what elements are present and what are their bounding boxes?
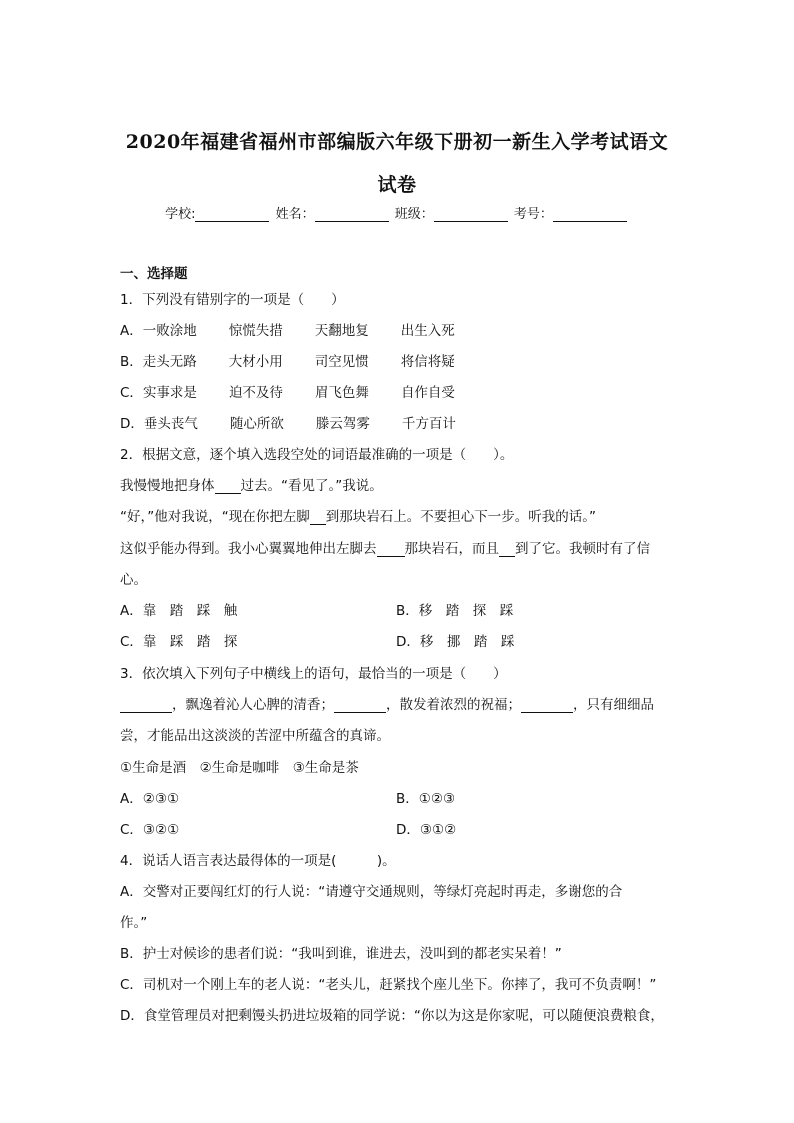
school-label: 学校: [165,207,196,222]
q3-option-b: B．①②③ [396,791,456,807]
q3-stem: 3．依次填入下列句子中横线上的语句，最恰当的一项是（ ） [120,666,507,682]
q2-stem: 2．根据文意，逐个填入选段空处的词语最准确的一项是（ ）。 [120,447,514,463]
q1-option-c: C．实事求是 迫不及待 眉飞色舞 自作自受 [120,385,455,401]
q2-option-c: C．靠 踩 踏 探 [120,634,238,650]
q4-stem: 4．说话人语言表达最得体的一项是( )。 [120,853,396,869]
q3-option-a: A．②③① [120,791,180,807]
q3-items: ①生命是酒 ②生命是咖啡 ③生命是茶 [120,760,359,776]
number-label: 考号： [513,207,553,222]
section-heading: 一、选择题 [120,266,188,282]
q3-option-c: C．③②① [120,822,180,838]
q2-option-a: A．靠 踏 踩 触 [120,603,238,619]
q1-option-b: B．走头无路 大材小用 司空见惯 将信将疑 [120,354,455,370]
number-blank[interactable] [553,207,627,222]
q2-passage-line1: 我慢慢地把身体 过去。“看见了。”我说。 [120,478,383,494]
q3-option-d: D．③①② [396,822,457,838]
q2-option-b: B．移 踏 探 踩 [396,603,514,619]
name-label: 姓名： [275,207,315,222]
q1-stem: 1．下列没有错别字的一项是（ ） [120,292,345,308]
class-label: 班级： [394,207,434,222]
document-title-line1: 2020年福建省福州市部编版六年级下册初一新生入学考试语文 [125,131,669,153]
class-blank[interactable] [434,207,508,222]
document-title-line2: 试卷 [377,174,417,196]
name-blank[interactable] [315,207,389,222]
q4-option-a-line2: 作。” [120,915,148,931]
exam-info-line [0,203,794,222]
q2-option-d: D．移 挪 踏 踩 [396,634,515,650]
q2-passage-line4: 心。 [120,572,147,588]
q4-option-c: C．司机对一个刚上车的老人说：“老头儿，赶紧找个座儿坐下。你摔了，我可不负责啊！” [120,977,657,993]
q4-option-d: D．食堂管理员对把剩馒头扔进垃圾箱的同学说：“你以为这是你家呢，可以随便浪费粮食， [120,1008,664,1024]
q1-option-a: A．一败涂地 惊慌失措 天翻地复 出生入死 [120,323,455,339]
q2-passage-line3: 这似乎能办得到。我小心翼翼地伸出左脚去 那块岩石，而且 到了它。我顿时有了信 [120,541,650,557]
q3-sentence-line2: 尝，才能品出这淡淡的苦涩中所蕴含的真谛。 [120,728,390,744]
school-blank[interactable] [195,207,269,222]
q1-option-d: D．垂头丧气 随心所欲 滕云驾雾 千方百计 [120,416,456,432]
q4-option-b: B．护士对候诊的患者们说：“我叫到谁，谁进去，没叫到的都老实呆着！” [120,946,562,962]
q2-passage-line2: “好，”他对我说，“现在你把左脚 到那块岩石上。不要担心下一步。听我的话。” [120,509,596,525]
q4-option-a-line1: A．交警对正要闯红灯的行人说：“请遵守交通规则，等绿灯亮起时再走，多谢您的合 [120,884,623,900]
q3-sentence-line1: ，飘逸着沁人心脾的清香； ，散发着浓烈的祝福； ，只有细细品 [120,697,654,713]
